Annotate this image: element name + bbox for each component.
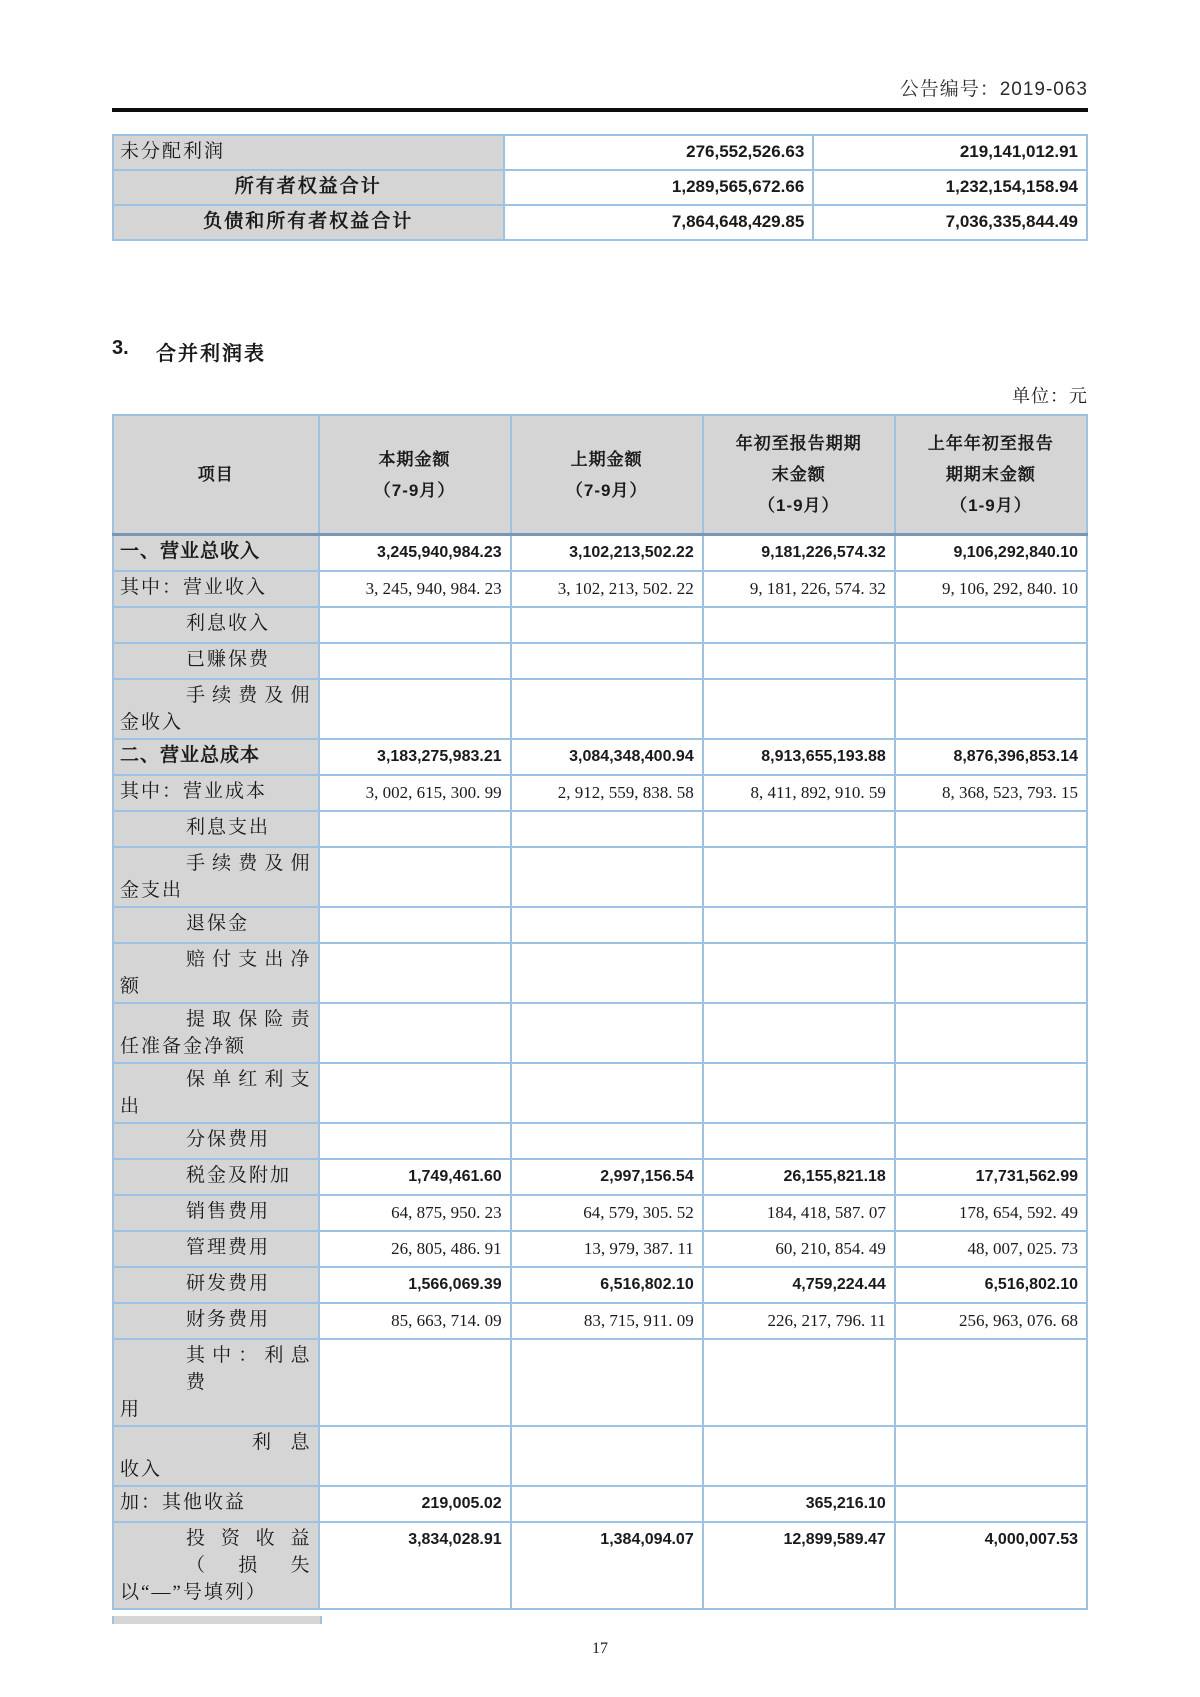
- table-row: [113, 679, 1087, 739]
- header-row: [113, 415, 1087, 535]
- table-row: [113, 1195, 1087, 1231]
- cell-value: [319, 907, 511, 943]
- cell-value: [319, 1426, 511, 1486]
- cell-value: [511, 907, 703, 943]
- cell-value: [703, 1426, 895, 1486]
- cell-value: [703, 1339, 895, 1426]
- table-row: [113, 1231, 1087, 1267]
- row-label: [113, 1339, 319, 1426]
- row-label: 所有者权益合计: [113, 170, 504, 205]
- cell-value: [895, 1426, 1087, 1486]
- cell-value: [511, 1003, 703, 1063]
- cell-value: [895, 643, 1087, 679]
- cell-value: 2,997,156.54: [511, 1159, 703, 1195]
- cell-value: [511, 1063, 703, 1123]
- table-row: [113, 1003, 1087, 1063]
- label-line: 以“—”号填列）: [120, 1582, 267, 1603]
- header-col-period: [511, 415, 703, 535]
- cell-value: [319, 679, 511, 739]
- top-table-body: [113, 135, 1087, 240]
- row-label: [113, 943, 319, 1003]
- label-line: 赔付支出净: [186, 949, 312, 970]
- cell-value: 2, 912, 559, 838. 58: [511, 775, 703, 811]
- cell-value: [895, 847, 1087, 907]
- announcement-number: [112, 74, 1088, 101]
- label-line: 其中：营业成本: [120, 781, 268, 802]
- header-line: 上期金额: [570, 449, 643, 469]
- header-line: （1-9月）: [950, 496, 1032, 515]
- label-line: 手续费及佣: [186, 685, 312, 706]
- cell-value: [511, 643, 703, 679]
- cell-value: [511, 1426, 703, 1486]
- table-row: [113, 205, 1087, 240]
- label-line: 收入: [120, 1459, 163, 1480]
- cell-value: 4,759,224.44: [703, 1267, 895, 1303]
- row-label: [113, 739, 319, 775]
- cell-value: [895, 811, 1087, 847]
- header-line: 年初至报告期期: [735, 434, 862, 453]
- announcement-label: 公告编号：: [899, 79, 1000, 100]
- cell-value: [319, 1063, 511, 1123]
- cell-value: 8,876,396,853.14: [895, 739, 1087, 775]
- cell-value: [703, 1003, 895, 1063]
- row-label: [113, 571, 319, 607]
- cell-value: 9,181,226,574.32: [703, 535, 895, 572]
- label-line: 利息: [252, 1432, 312, 1453]
- cell-value: 60, 210, 854. 49: [703, 1231, 895, 1267]
- cell-value: 3,245,940,984.23: [319, 535, 511, 572]
- income-table: [112, 414, 1088, 1610]
- label-line: 财务费用: [186, 1309, 271, 1330]
- cell-value: [703, 943, 895, 1003]
- cell-value: 3,102,213,502.22: [511, 535, 703, 572]
- cell-value: 64, 875, 950. 23: [319, 1195, 511, 1231]
- header-line: （7-9月）: [565, 480, 648, 500]
- label-line: 金收入: [120, 712, 184, 733]
- cell-value: [511, 1123, 703, 1159]
- cell-value: [319, 847, 511, 907]
- cell-value: 7,864,648,429.85: [504, 205, 814, 240]
- row-label: [113, 1267, 319, 1303]
- label-line: 其中：利息费: [186, 1345, 312, 1393]
- row-label: 未分配利润: [113, 135, 504, 170]
- label-line: 销售费用: [186, 1201, 271, 1222]
- row-label: [113, 1063, 319, 1123]
- cell-value: 365,216.10: [703, 1486, 895, 1522]
- table-row: [113, 943, 1087, 1003]
- header-col-period: [319, 415, 511, 535]
- cell-value: 17,731,562.99: [895, 1159, 1087, 1195]
- header-rule: [112, 108, 1088, 112]
- cell-value: [511, 607, 703, 643]
- cell-value: [895, 943, 1087, 1003]
- cell-value: 6,516,802.10: [895, 1267, 1087, 1303]
- cell-value: 3, 002, 615, 300. 99: [319, 775, 511, 811]
- row-label: [113, 1123, 319, 1159]
- table-row: [113, 1303, 1087, 1339]
- cell-value: 219,005.02: [319, 1486, 511, 1522]
- row-label: [113, 907, 319, 943]
- cell-value: [511, 679, 703, 739]
- cell-value: 6,516,802.10: [511, 1267, 703, 1303]
- cell-value: [895, 1339, 1087, 1426]
- label-line: 退保金: [186, 913, 250, 934]
- header-line: 末金额: [771, 465, 826, 484]
- header-line: 本期金额: [378, 449, 451, 469]
- row-label: [113, 1159, 319, 1195]
- cell-value: 9, 181, 226, 574. 32: [703, 571, 895, 607]
- table-row: [113, 1123, 1087, 1159]
- cell-value: 1,749,461.60: [319, 1159, 511, 1195]
- row-label: [113, 1426, 319, 1486]
- row-label: [113, 775, 319, 811]
- cell-value: 184, 418, 587. 07: [703, 1195, 895, 1231]
- cell-value: [319, 1339, 511, 1426]
- header-line: （1-9月）: [757, 496, 840, 515]
- cell-value: [703, 811, 895, 847]
- label-line: 税金及附加: [186, 1165, 292, 1186]
- cell-value: [511, 1486, 703, 1522]
- cell-value: 3,183,275,983.21: [319, 739, 511, 775]
- label-line: 投资收益（损失: [186, 1528, 312, 1576]
- cell-value: [703, 643, 895, 679]
- label-line: 提取保险责: [186, 1009, 312, 1030]
- row-label: [113, 535, 319, 572]
- cell-value: [895, 1003, 1087, 1063]
- cell-value: [319, 811, 511, 847]
- header-col-period: [703, 415, 895, 535]
- label-line: 加：其他收益: [120, 1492, 247, 1513]
- cell-value: [895, 1123, 1087, 1159]
- row-label: [113, 1303, 319, 1339]
- row-label: [113, 1522, 319, 1609]
- cell-value: 12,899,589.47: [703, 1522, 895, 1609]
- label-line: 其中：营业收入: [120, 577, 268, 598]
- table-row: [113, 907, 1087, 943]
- cell-value: 178, 654, 592. 49: [895, 1195, 1087, 1231]
- label-line: 利息收入: [186, 613, 271, 634]
- section-index: 3.: [112, 337, 129, 359]
- cell-value: 83, 715, 911. 09: [511, 1303, 703, 1339]
- table-row: [113, 739, 1087, 775]
- label-line: 额: [120, 976, 142, 997]
- table-row: [113, 170, 1087, 205]
- cell-value: 8,913,655,193.88: [703, 739, 895, 775]
- label-line: 任准备金净额: [120, 1036, 247, 1057]
- label-line: 用: [120, 1399, 142, 1420]
- page-content: [112, 0, 1088, 1624]
- cell-value: 1,384,094.07: [511, 1522, 703, 1609]
- cell-value: 13, 979, 387. 11: [511, 1231, 703, 1267]
- label-line: 保单红利支: [186, 1069, 312, 1090]
- label-line: 已赚保费: [186, 649, 271, 670]
- header-line: （7-9月）: [373, 480, 456, 500]
- next-row-fragment: [112, 1616, 322, 1624]
- cell-value: [703, 1063, 895, 1123]
- cell-value: [895, 679, 1087, 739]
- label-line: 一、营业总收入: [120, 541, 261, 562]
- table-row: [113, 1522, 1087, 1609]
- row-label: [113, 1195, 319, 1231]
- row-label: [113, 1231, 319, 1267]
- cell-value: [703, 847, 895, 907]
- cell-value: 3,084,348,400.94: [511, 739, 703, 775]
- table-row: [113, 1339, 1087, 1426]
- cell-value: 7,036,335,844.49: [813, 205, 1087, 240]
- cell-value: [319, 943, 511, 1003]
- label-line: 二、营业总成本: [120, 745, 261, 766]
- cell-value: 1,232,154,158.94: [813, 170, 1087, 205]
- table-row: [113, 643, 1087, 679]
- table-row: [113, 535, 1087, 572]
- cell-value: [319, 643, 511, 679]
- unit-label: 单位：元: [1012, 386, 1088, 406]
- table-row: [113, 811, 1087, 847]
- row-label: [113, 1486, 319, 1522]
- label-line: 分保费用: [186, 1129, 271, 1150]
- cell-value: [895, 907, 1087, 943]
- cell-value: 1,566,069.39: [319, 1267, 511, 1303]
- row-label: [113, 811, 319, 847]
- cell-value: 256, 963, 076. 68: [895, 1303, 1087, 1339]
- income-table-header: [113, 415, 1087, 535]
- cell-value: [703, 907, 895, 943]
- row-label: [113, 679, 319, 739]
- cell-value: [511, 1339, 703, 1426]
- header-col-item: 项目: [113, 415, 319, 535]
- cell-value: 26,155,821.18: [703, 1159, 895, 1195]
- cell-value: [319, 1123, 511, 1159]
- row-label: [113, 847, 319, 907]
- cell-value: 3, 102, 213, 502. 22: [511, 571, 703, 607]
- header-col-period: [895, 415, 1087, 535]
- cell-value: 48, 007, 025. 73: [895, 1231, 1087, 1267]
- table-row: [113, 1426, 1087, 1486]
- cell-value: [511, 811, 703, 847]
- table-row: [113, 847, 1087, 907]
- table-row: [113, 135, 1087, 170]
- cell-value: [703, 607, 895, 643]
- cell-value: 219,141,012.91: [813, 135, 1087, 170]
- cell-value: 85, 663, 714. 09: [319, 1303, 511, 1339]
- cell-value: 226, 217, 796. 11: [703, 1303, 895, 1339]
- cell-value: 276,552,526.63: [504, 135, 814, 170]
- label-line: 金支出: [120, 880, 184, 901]
- cell-value: [895, 1486, 1087, 1522]
- cell-value: [895, 607, 1087, 643]
- announcement-value: 2019-063: [999, 79, 1088, 100]
- row-label: [113, 607, 319, 643]
- income-table-body: [113, 535, 1087, 1610]
- cell-value: 64, 579, 305. 52: [511, 1195, 703, 1231]
- cell-value: [511, 847, 703, 907]
- cell-value: [895, 1063, 1087, 1123]
- cell-value: 8, 368, 523, 793. 15: [895, 775, 1087, 811]
- cell-value: 26, 805, 486. 91: [319, 1231, 511, 1267]
- row-label: [113, 1003, 319, 1063]
- cell-value: 9, 106, 292, 840. 10: [895, 571, 1087, 607]
- table-row: [113, 1267, 1087, 1303]
- row-label: [113, 643, 319, 679]
- row-label: 负债和所有者权益合计: [113, 205, 504, 240]
- table-row: [113, 1486, 1087, 1522]
- label-line: 手续费及佣: [186, 853, 312, 874]
- table-row: [113, 775, 1087, 811]
- cell-value: [319, 1003, 511, 1063]
- header-line: 上年年初至报告: [927, 434, 1054, 453]
- cell-value: 3,834,028.91: [319, 1522, 511, 1609]
- section-heading: [112, 337, 1088, 366]
- page-number: 17: [592, 1640, 608, 1657]
- cell-value: 9,106,292,840.10: [895, 535, 1087, 572]
- label-line: 管理费用: [186, 1237, 271, 1258]
- cell-value: 1,289,565,672.66: [504, 170, 814, 205]
- cell-value: [511, 943, 703, 1003]
- table-row: [113, 607, 1087, 643]
- cell-value: [703, 1123, 895, 1159]
- top-table: [112, 134, 1088, 241]
- table-row: [113, 571, 1087, 607]
- cell-value: 4,000,007.53: [895, 1522, 1087, 1609]
- cell-value: 3, 245, 940, 984. 23: [319, 571, 511, 607]
- cell-value: [319, 607, 511, 643]
- cell-value: 8, 411, 892, 910. 59: [703, 775, 895, 811]
- table-row: [113, 1063, 1087, 1123]
- header-line: 期期末金额: [945, 465, 1036, 484]
- cell-value: [703, 679, 895, 739]
- label-line: 利息支出: [186, 817, 271, 838]
- label-line: 出: [120, 1096, 142, 1117]
- table-row: [113, 1159, 1087, 1195]
- section-title: 合并利润表: [156, 343, 266, 365]
- label-line: 研发费用: [186, 1273, 271, 1294]
